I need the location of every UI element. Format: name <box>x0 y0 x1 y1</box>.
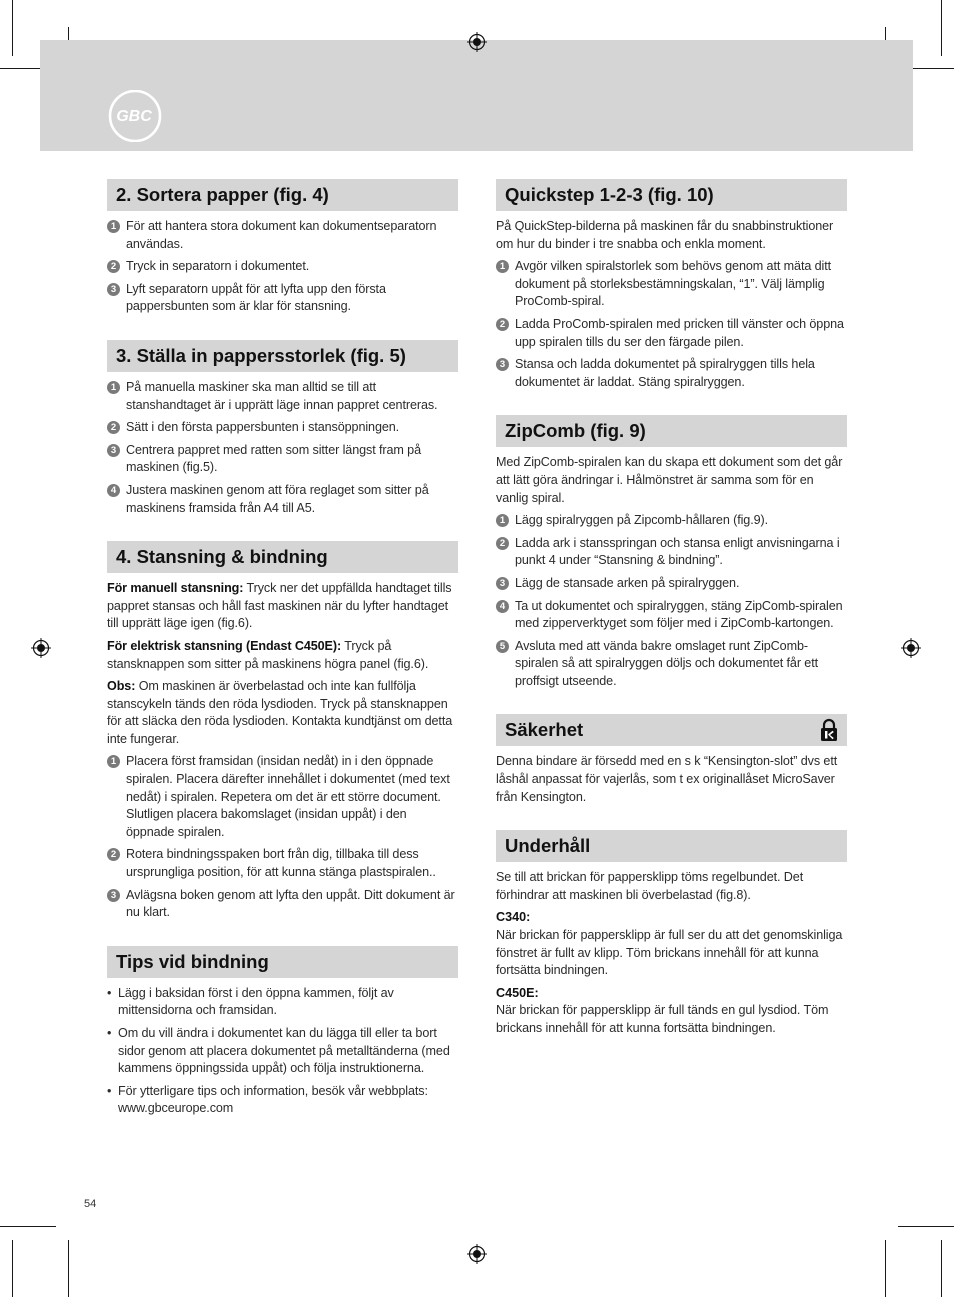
list-item <box>107 281 458 316</box>
item-text: Ladda ProComb-spiralen med pricken till vänster och öppna upp spiralen tills du ser den färgade pilen. <box>515 316 844 349</box>
paragraph <box>107 638 458 673</box>
paragraph: Denna bindare är försedd med en s k “Kensington-slot” dvs ett låshål anpassat för vajerlås, som t ex originallåset MicroSaver från Kensington. <box>496 754 838 804</box>
paragraph: När brickan för pappersklipp är full ser du att det genomskinliga fönstret är fullt av klipp. Töm brickans innehåll för att kunna fortsätta bindningen. <box>496 928 843 978</box>
section-punching-binding <box>107 541 458 922</box>
right-column <box>496 179 847 1062</box>
step-number-icon: 2 <box>496 537 509 550</box>
step-number-icon: 1 <box>107 220 120 233</box>
header-band <box>40 40 913 151</box>
registration-mark-icon <box>467 32 487 52</box>
crop-mark <box>885 1240 886 1297</box>
bullet-item <box>107 985 458 1020</box>
list-item <box>107 218 458 253</box>
paragraph-text: Tryck på stansknappen som sitter på maskinens högra panel (fig.6). <box>107 638 429 671</box>
list-item <box>496 258 847 311</box>
crop-mark <box>941 0 942 56</box>
section-heading: 2. Sortera papper (fig. 4) <box>107 179 458 211</box>
section-maintenance <box>496 830 847 1037</box>
paragraph: När brickan för pappersklipp är full tänds en gul lysdiod. Töm brickans innehåll för att kunna fortsätta bindningen. <box>496 1003 829 1035</box>
list-item <box>496 575 847 593</box>
paragraph: Med ZipComb-spiralen kan du skapa ett dokument som det går att lätt göra ändringar i. Hålmönstret är samma som för en vanlig spiral. <box>496 455 843 505</box>
list-item <box>107 442 458 477</box>
paragraph-text: Om maskinen är överbelastad och inte kan fullfölja stanscykeln tänds den röda lysdioden. Tryck på stansknappen för att släcka den röda lysdioden. Kontakta kundtjänst om detta inte fungerar. <box>107 679 453 746</box>
item-text: Stansa och ladda dokumentet på spiralryggen tills hela dokumentet är laddat. Stäng spiralryggen. <box>515 357 815 389</box>
crop-mark <box>898 1226 954 1227</box>
list-item <box>496 316 847 351</box>
section-paper-size <box>107 340 458 517</box>
section-heading: Tips vid bindning <box>107 946 458 978</box>
step-number-icon: 3 <box>496 358 509 371</box>
page-number: 54 <box>84 1198 97 1210</box>
paragraph: Se till att brickan för pappersklipp töms regelbundet. Det förhindrar att maskinen bli överbelastad (fig.8). <box>496 870 804 902</box>
section-heading: 3. Ställa in pappersstorlek (fig. 5) <box>107 340 458 372</box>
section-heading: Underhåll <box>496 830 847 862</box>
step-number-icon: 1 <box>496 514 509 527</box>
step-number-icon: 5 <box>496 640 509 653</box>
crop-mark <box>68 1240 69 1297</box>
step-number-icon: 3 <box>107 283 120 296</box>
item-text: Tryck in separatorn i dokumentet. <box>126 259 310 274</box>
step-number-icon: 2 <box>107 260 120 273</box>
step-number-icon: 4 <box>107 484 120 497</box>
list-item <box>107 258 458 276</box>
section-heading: ZipComb (fig. 9) <box>496 415 847 447</box>
section-heading: 4. Stansning & bindning <box>107 541 458 573</box>
bullet-icon: • <box>107 1083 112 1098</box>
step-number-icon: 1 <box>107 755 120 768</box>
paragraph-label: För manuell stansning: <box>107 581 244 596</box>
bullet-item <box>107 1083 458 1118</box>
item-text: På manuella maskiner ska man alltid se till att stanshandtaget är i upprätt läge innan pappret centreras. <box>126 379 438 412</box>
bullet-icon: • <box>107 1026 112 1040</box>
registration-mark-icon <box>901 638 921 658</box>
item-text: Lyft separatorn uppåt för att lyfta upp den första pappersbunten som är klar för stansning. <box>126 281 386 314</box>
item-text: Avgör vilken spiralstorlek som behövs genom att mäta ditt dokument på storleksbestämningskalan, “1”. Välj lämplig ProComb-spiral. <box>515 259 832 309</box>
bullet-item <box>107 1025 458 1078</box>
crop-mark <box>12 0 13 56</box>
step-number-icon: 1 <box>107 381 120 394</box>
list-item <box>107 753 458 841</box>
step-number-icon: 2 <box>496 318 509 331</box>
crop-mark <box>12 1240 13 1297</box>
list-item <box>496 638 847 691</box>
paragraph-text: Tryck ner det uppfällda handtaget tills pappret stansas och håll fast maskinen när du lyfter handtaget till upprätt läge igen (fig.6). <box>107 581 452 631</box>
item-text: Placera först framsidan (insidan nedåt) in i den öppnade spiralen. Placera därefter innehållet i dokumentet (med text nedåt) i spiralen. Repetera om det är ett större document. Slutligen placera bakomslaget (insidan uppåt) i den öppnade spiralen. <box>126 754 450 839</box>
item-text: Sätt i den första pappersbunten i stansöppningen. <box>126 420 400 435</box>
item-text: Justera maskinen genom att föra reglaget som sitter på maskinens framsida från A4 till A5. <box>126 482 429 515</box>
step-number-icon: 3 <box>107 444 120 457</box>
step-number-icon: 2 <box>107 421 120 434</box>
paragraph: På QuickStep-bilderna på maskinen får du snabbinstruktioner om hur du binder i tre snabba och enkla moment. <box>496 219 834 251</box>
section-zipcomb <box>496 415 847 690</box>
bullet-text: För ytterligare tips och information, besök vår webbplats: www.gbceurope.com <box>118 1083 428 1116</box>
section-binding-tips <box>107 946 458 1118</box>
bullet-icon: • <box>107 985 112 1000</box>
list-item <box>107 846 458 881</box>
item-text: Avlägsna boken genom att lyfta den uppåt. Ditt dokument är nu klart. <box>126 887 455 920</box>
paragraph-label: För elektrisk stansning (Endast C450E): <box>107 638 342 653</box>
bullet-text: Lägg i baksidan först i den öppna kammen, följt av mittensidorna och framsidan. <box>118 985 394 1018</box>
item-text: Centrera pappret med ratten som sitter längst fram på maskinen (fig.5). <box>126 442 421 475</box>
item-text: Ta ut dokumentet och spiralryggen, stäng ZipComb-spiralen med zipperverktyget som följer med i ZipComb-kartongen. <box>515 598 843 631</box>
list-item <box>496 535 847 570</box>
bullet-text: Om du vill ändra i dokumentet kan du lägga till eller ta bort sidor genom att placera dokumentet på metalltänderna (med kammens öppningssida uppåt) och följa instruktionerna. <box>118 1026 450 1076</box>
step-number-icon: 4 <box>496 600 509 613</box>
gbc-logo <box>106 90 164 142</box>
list-item <box>496 356 847 391</box>
section-sort-paper <box>107 179 458 316</box>
list-item <box>107 887 458 922</box>
section-heading <box>496 714 847 746</box>
list-item <box>496 512 847 530</box>
item-text: Rotera bindningsspaken bort från dig, tillbaka till dess ursprungliga position, för att kunna stänga plastspiralen.. <box>126 847 436 880</box>
logo-text: GBC <box>116 108 152 125</box>
paragraph <box>107 580 458 633</box>
model-label: C340: <box>496 910 531 925</box>
section-heading: Quickstep 1-2-3 (fig. 10) <box>496 179 847 211</box>
registration-mark-icon <box>467 1244 487 1264</box>
item-text: Ladda ark i stansspringan och stansa enligt anvisningarna i punkt 4 under “Stansning & bindning”. <box>515 535 840 568</box>
paragraph <box>107 678 458 748</box>
step-number-icon: 1 <box>496 260 509 273</box>
crop-mark <box>941 1240 942 1297</box>
step-number-icon: 3 <box>107 889 120 902</box>
section-quickstep <box>496 179 847 391</box>
item-text: Avsluta med att vända bakre omslaget runt ZipComb-spiralen så att spiralryggen döljs och dokumentet får ett proffsigt utseende. <box>515 638 819 688</box>
list-item <box>107 482 458 517</box>
section-safety <box>496 714 847 806</box>
paragraph-label: Obs: <box>107 679 136 694</box>
model-label: C450E: <box>496 985 539 1000</box>
list-item <box>496 598 847 633</box>
list-item <box>107 379 458 414</box>
kensington-lock-icon <box>819 718 839 742</box>
item-text: Lägg de stansade arken på spiralryggen. <box>515 575 740 590</box>
step-number-icon: 2 <box>107 848 120 861</box>
list-item <box>107 419 458 437</box>
section-heading-text: Säkerhet <box>505 719 584 741</box>
registration-mark-icon <box>31 638 51 658</box>
item-text: Lägg spiralryggen på Zipcomb-hållaren (fig.9). <box>515 513 769 528</box>
step-number-icon: 3 <box>496 577 509 590</box>
left-column <box>107 179 458 1142</box>
item-text: För att hantera stora dokument kan dokumentseparatorn användas. <box>126 219 437 251</box>
crop-mark <box>0 1226 56 1227</box>
